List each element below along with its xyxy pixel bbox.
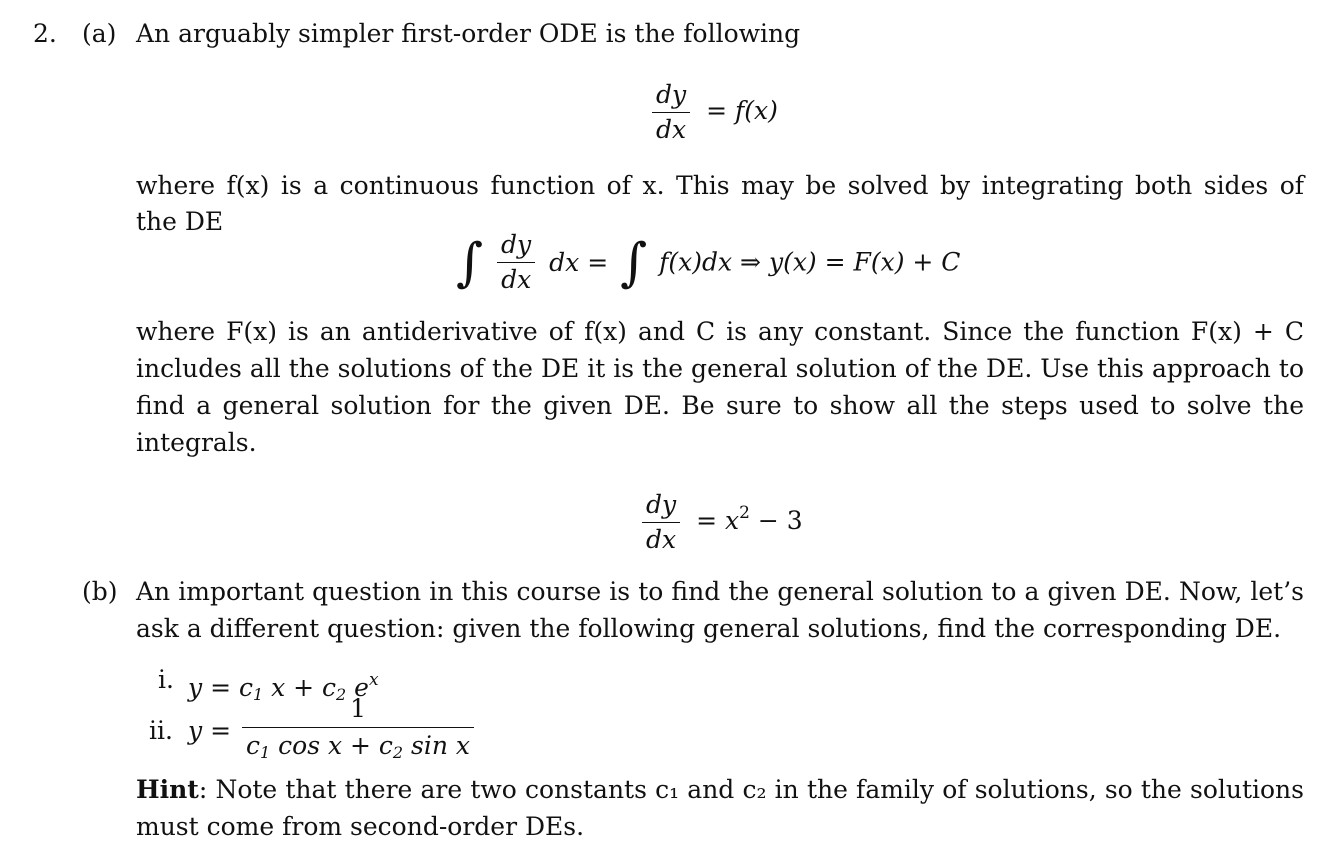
integral-sign: ∫ <box>620 232 648 293</box>
fraction-numerator: dy <box>642 490 680 523</box>
item-i-sub2: 2 <box>336 685 347 704</box>
item-i-expr-c: e <box>346 673 369 702</box>
fraction-dydx <box>497 230 535 295</box>
fraction-numerator: dy <box>652 80 690 113</box>
hint-text: : Note that there are two constants c₁ and c₂ in the family of solutions, so the solutions must come from second-order DEs. <box>136 775 1304 841</box>
den-b: cos x + c <box>270 731 393 760</box>
equation-exponent: 2 <box>739 503 750 523</box>
den-sub2: 2 <box>392 743 404 762</box>
den-sub1: 1 <box>260 743 271 762</box>
den-a: c <box>246 731 261 760</box>
fraction-dydx <box>652 80 690 145</box>
item-ii-fraction <box>240 694 476 768</box>
hint-paragraph <box>136 771 1304 845</box>
fraction-denominator: dx <box>656 115 687 144</box>
equation-dydx-fx <box>650 80 778 145</box>
item-i-label: i. <box>158 665 174 694</box>
equation-integral <box>452 230 960 295</box>
equation-rhs: = f(x) <box>706 96 778 125</box>
hint-label: Hint <box>136 775 199 804</box>
equation-result: f(x)dx ⇒ y(x) = F(x) + C <box>659 247 961 277</box>
problem-number: 2. <box>33 19 57 48</box>
item-ii-label: ii. <box>149 716 173 745</box>
item-i-expr-a: y = c <box>188 673 253 702</box>
fraction-numerator: 1 <box>242 694 474 728</box>
fraction-denominator: dx <box>646 525 677 554</box>
item-i-sub1: 1 <box>252 685 264 704</box>
part-b-label: (b) <box>82 577 118 606</box>
item-ii-lhs: y = <box>188 716 232 745</box>
equation-rhs-x: = x <box>696 506 740 535</box>
equation-dydx-x2-minus-3 <box>640 490 803 555</box>
part-a-para2: where F(x) is an antiderivative of f(x) and C is any constant. Since the function F(x) + C includes all the solutions of the DE it is the general solution of the DE. Use this approach to find a general solution for the given DE. Be sure to show all the steps used to solve the integrals. <box>136 317 1304 457</box>
den-c: sin x <box>403 731 471 760</box>
part-a-para1-line2: the DE <box>136 207 224 236</box>
integral-sign: ∫ <box>456 232 484 293</box>
fraction-numerator: dy <box>497 230 535 263</box>
equation-dx-equals: dx = <box>549 247 609 277</box>
item-i-expr-b: x + c <box>263 673 337 702</box>
fraction-denominator <box>242 728 474 768</box>
part-a-label: (a) <box>82 19 117 48</box>
part-b-text: An important question in this course is to find the general solution to a given DE. Now, let’s ask a different question: given the following general solutions, find the corresponding DE. <box>136 577 1304 643</box>
item-i-exponent: x <box>368 670 379 690</box>
fraction-dydx <box>642 490 680 555</box>
part-a-para1-line1: where f(x) is a continuous function of x. This may be solved by integrating both sides of <box>136 171 1304 200</box>
part-a-intro: An arguably simpler first-order ODE is the following <box>136 19 801 48</box>
equation-rhs-rest: − 3 <box>749 506 803 535</box>
fraction-denominator: dx <box>501 265 532 294</box>
fraction-item-ii <box>242 694 474 768</box>
